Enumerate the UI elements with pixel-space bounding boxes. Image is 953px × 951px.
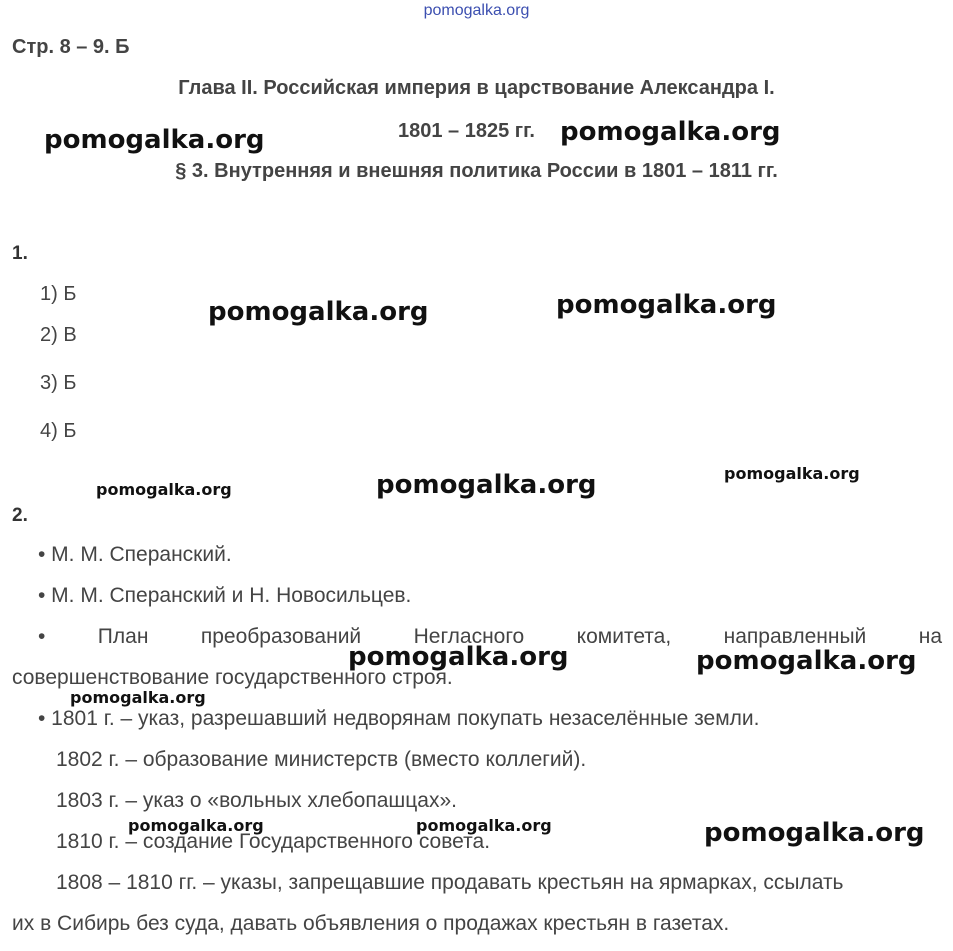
chapter-title: Глава II. Российская империя в царствование Александра I. [178, 77, 775, 99]
watermark-text: pomogalka.org [208, 297, 429, 327]
watermark-text: pomogalka.org [696, 646, 917, 676]
timeline-line: 1803 г. – указ о «вольных хлебопашцах». [56, 789, 457, 812]
answer-bullet: • М. М. Сперанский. [38, 543, 232, 566]
task-1-answer: 1) Б [40, 283, 77, 305]
task-1-answer: 3) Б [40, 372, 77, 394]
watermark-text: pomogalka.org [560, 117, 781, 147]
page-reference: Стр. 8 – 9. Б [12, 36, 130, 58]
watermark-text: pomogalka.org [376, 470, 597, 500]
timeline-line: 1810 г. – создание Государственного совета. [56, 830, 491, 853]
watermark-text: pomogalka.org [724, 464, 860, 483]
watermark-text: pomogalka.org [556, 290, 777, 320]
answer-bullet-justified: • План преобразований Негласного комитета, направленный на [38, 625, 942, 648]
answer-bullet: • 1801 г. – указ, разрешавший недворянам покупать незаселённые земли. [38, 707, 760, 730]
answer-continuation: совершенствование государственного строя. [12, 666, 453, 689]
watermark-text: pomogalka.org [70, 688, 206, 707]
watermark-text: pomogalka.org [96, 480, 232, 499]
watermark-text: pomogalka.org [44, 125, 265, 155]
task-2-number: 2. [12, 505, 28, 526]
task-1-answer: 2) В [40, 324, 77, 346]
watermark-text: pomogalka.org [704, 818, 925, 848]
watermark-text: pomogalka.org [416, 816, 552, 835]
timeline-line: их в Сибирь без суда, давать объявления о продажах крестьян в газетах. [12, 912, 730, 935]
paragraph-title: § 3. Внутренняя и внешняя политика России в 1801 – 1811 гг. [175, 160, 778, 182]
task-1-number: 1. [12, 243, 28, 264]
answer-bullet: • М. М. Сперанский и Н. Новосильцев. [38, 584, 412, 607]
timeline-line: 1808 – 1810 гг. – указы, запрещавшие продавать крестьян на ярмарках, ссылать [56, 871, 844, 894]
watermark-text: pomogalka.org [348, 642, 569, 672]
timeline-line: 1802 г. – образование министерств (вместо коллегий). [56, 748, 587, 771]
watermark-text: pomogalka.org [128, 816, 264, 835]
chapter-years: 1801 – 1825 гг. [398, 120, 535, 142]
task-1-answer: 4) Б [40, 420, 77, 442]
site-watermark-top: pomogalka.org [423, 2, 530, 19]
